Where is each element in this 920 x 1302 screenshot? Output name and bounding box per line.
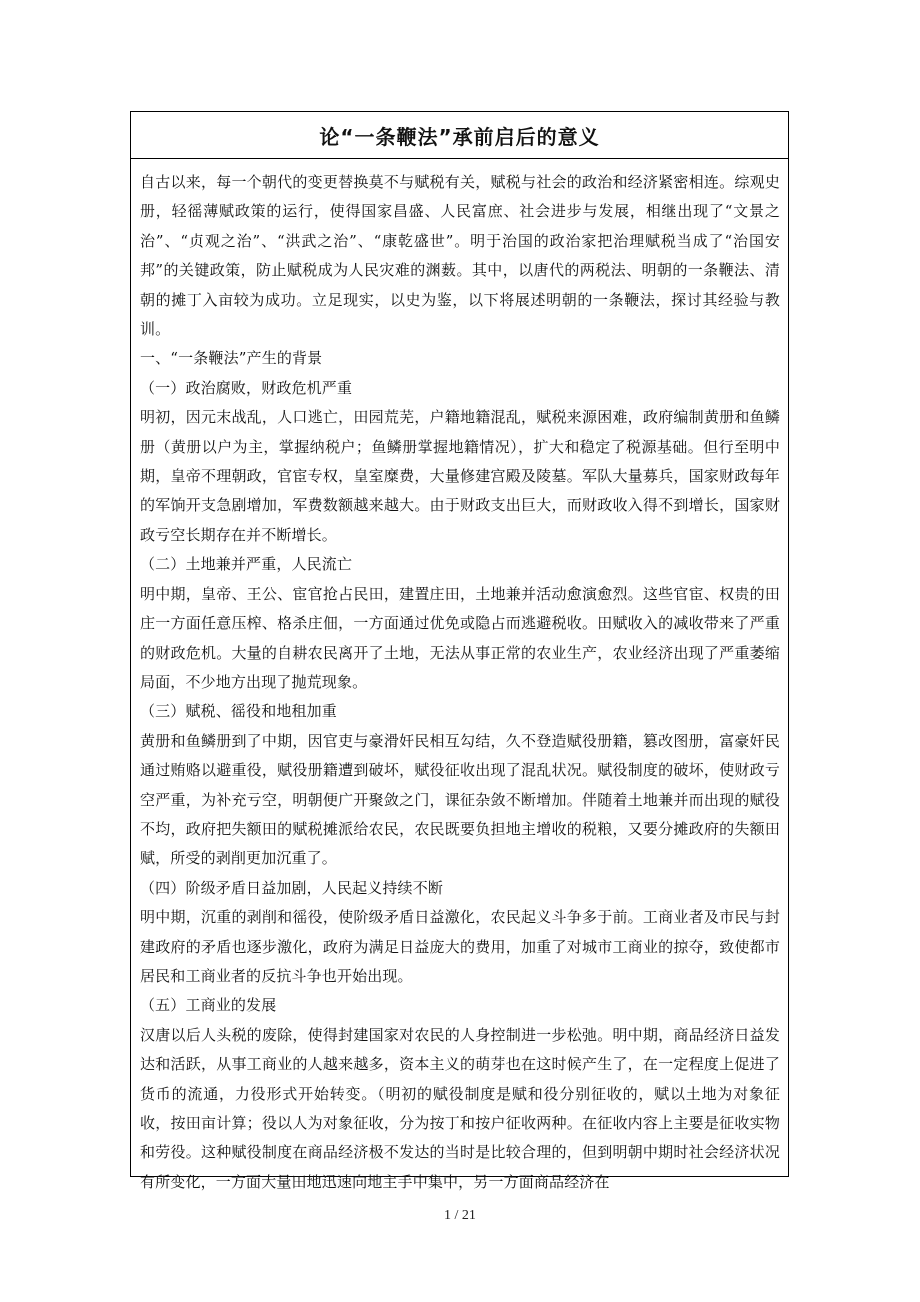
document-body	[131, 159, 788, 1197]
paragraph-2: 明中期，皇帝、王公、宦官抢占民田，建置庄田，土地兼并活动愈演愈烈。这些官宦、权贵的田庄一方面任意压榨、格杀庄佃，一方面通过优免或隐占而逃避税收。田赋收入的减收带来了严重的财政危机。大量的自耕农民离开了土地，无法从事正常的农业生产，农业经济出现了严重萎缩局面，不少地方出现了抛荒现象。	[140, 584, 780, 691]
page-number: 1 / 21	[444, 1208, 476, 1223]
intro-paragraph: 自古以来，每一个朝代的变更替换莫不与赋税有关，赋税与社会的政治和经济紧密相连。综观史册，轻徭薄赋政策的运行，使得国家昌盛、人民富庶、社会进步与发展，相继出现了“文景之治”、“贞观之治”、“洪武之治”、“康乾盛世”。明于治国的政治家把治理赋税当成了“治国安邦”的关键政策，防止赋税成为人民灾难的渊薮。其中，以唐代的两税法、明朝的一条鞭法、清朝的摊丁入亩较为成功。立足现实，以史为鉴，以下将展述明朝的一条鞭法，探讨其经验与教训。	[140, 173, 780, 339]
paragraph-1: 明初，因元末战乱，人口逃亡，田园荒芜，户籍地籍混乱，赋税来源困难，政府编制黄册和鱼鳞册（黄册以户为主，掌握纳税户；鱼鳞册掌握地籍情况），扩大和稳定了税源基础。但行至明中期，皇帝不理朝政，官宦专权，皇室糜费，大量修建宫殿及陵墓。军队大量募兵，国家财政每年的军饷开支急剧增加，军费数额越来越大。由于财政支出巨大，而财政收入得不到增长，国家财政亏空长期存在并不断增长。	[140, 408, 780, 544]
document-title: 论“一条鞭法”承前启后的意义	[319, 124, 600, 149]
paragraph-5: 汉唐以后人头税的废除，使得封建国家对农民的人身控制进一步松弛。明中期，商品经济日益发达和活跃，从事工商业的人越来越多，资本主义的萌芽也在这时候产生了，在一定程度上促进了货币的流通，力役形式开始转变。（明初的赋役制度是赋和役分别征收的，赋以土地为对象征收，按田亩计算；役以人为对象征收，分为按丁和按户征收两种。在征收内容上主要是征收实物和劳役。这种赋役制度在商品经济极不发达的当时是比较合理的，但到明朝中期时社会经济状况有所变化，一方面大量田地迅速向地主手中集中，另一方面商品经济在	[140, 1025, 780, 1191]
subsection-heading-5: （五）工商业的发展	[140, 996, 277, 1015]
paragraph-4: 明中期，沉重的剥削和徭役，使阶级矛盾日益激化，农民起义斗争多于前。工商业者及市民与封建政府的矛盾也逐步激化，政府为满足日益庞大的费用，加重了对城市工商业的掠夺，致使都市居民和工商业者的反抗斗争也开始出现。	[140, 908, 780, 985]
subsection-heading-1: （一）政治腐败，财政危机严重	[140, 378, 353, 397]
subsection-heading-4: （四）阶级矛盾日益加剧，人民起义持续不断	[140, 878, 444, 897]
subsection-heading-3: （三）赋税、徭役和地租加重	[140, 702, 337, 721]
document-table	[130, 111, 789, 1191]
subsection-heading-2: （二）土地兼并严重，人民流亡	[140, 555, 353, 574]
section-heading: 一、“一条鞭法”产生的背景	[140, 349, 323, 368]
title-row	[131, 112, 788, 159]
paragraph-3: 黄册和鱼鳞册到了中期，因官吏与豪滑奸民相互勾结，久不登造赋役册籍，篡改图册，富豪奸民通过贿赂以避重役，赋役册籍遭到破坏，赋役征收出现了混乱状况。赋役制度的破坏，使财政亏空严重，为补充亏空，明朝便广开聚敛之门，课征杂敛不断增加。伴随着土地兼并而出现的赋役不均，政府把失额田的赋税摊派给农民，农民既要负担地主增收的税粮，又要分摊政府的失额田赋，所受的剥削更加沉重了。	[140, 731, 780, 868]
